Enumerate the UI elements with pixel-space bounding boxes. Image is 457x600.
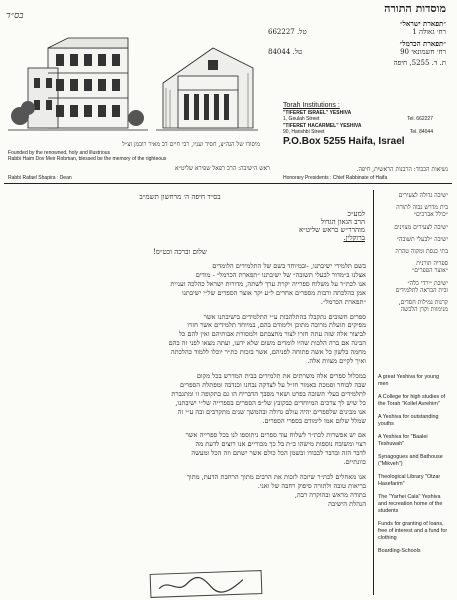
body-line: אנו לכת״ר על משלוח ספרייה יקרת ערך לשתה, מדורות ישראל כהלכה ועניית bbox=[170, 279, 366, 288]
po-box-en: P.O.Box 5255 Haifa, Israel bbox=[283, 136, 405, 147]
inst2-name-he: ״תפארת הכרמל״ bbox=[399, 39, 446, 48]
side-he-item: ״אוצר הספרים״ bbox=[412, 267, 448, 275]
english-sidebar bbox=[378, 374, 450, 555]
recipient-to: למע״כ bbox=[347, 210, 365, 218]
body-line: כוונתיים. bbox=[343, 458, 366, 467]
dean-he: ראש הישיבה: הרב רפאל שפירא שליט״א bbox=[175, 165, 270, 172]
letter-body bbox=[14, 262, 366, 509]
greeting: שלום וברכה וכט״ס! bbox=[153, 248, 207, 256]
side-he-item: בית מדרש גבוה לתורה bbox=[396, 204, 448, 212]
torah-institutions-label: Torah Institutions : bbox=[283, 102, 340, 109]
body-line: מחמה בלשון כל אשה פתוחה לפניהם, אשר בזכות כת״ר יוכלו ללמוד כהלכתה bbox=[170, 348, 366, 357]
side-he-item: קרנות גמילות חסדים, bbox=[398, 299, 448, 307]
side-en-item: A Yeshiva for "Baalei Teshuwah" bbox=[378, 434, 428, 447]
body-line: אם יש אפשרות לכת״ר לשלוח עוד ספרים ניתוספו לנו בכל ספרייה אשר bbox=[185, 431, 366, 440]
inst1-name-en: "TIFERET ISRAEL" YESHIVA bbox=[283, 110, 352, 116]
inst1-street-en: 1, Geulah Street bbox=[283, 116, 320, 122]
body-line: אצלנו ב״מדור לבעלי תשובה״ של ישיבתנו ״תפארת הכרמל״ - מודים bbox=[195, 270, 366, 279]
body-line: לדבר הזה ובדבר לכבודו ובשמן הכל כולם אשר ישתם וזה הכל ומעשה bbox=[191, 449, 366, 458]
side-he-item: ספריה תורנית bbox=[416, 260, 448, 268]
body-line: הנהלת הישיבה bbox=[328, 499, 366, 508]
body-line: אנו מבינים שלספרים יהיה עולם גדולה ובהמשך שנים מתקרבים ובה ע״י זה bbox=[177, 407, 366, 416]
building-illustrations bbox=[8, 28, 258, 140]
inst1-contact-en bbox=[283, 116, 433, 122]
body-line: ספרים חשובים נתקבלו בהתלהבות ע״י התלמידים בישיבתנו אשר bbox=[203, 312, 366, 321]
inst2-tel-he: טל. 84044 bbox=[268, 48, 303, 56]
body-line: אמן כהלכתה ורבות מספרים אחרים ל״ע יקר אוצר הספרים של״י ישיבתנו bbox=[182, 288, 366, 297]
english-header bbox=[283, 102, 453, 148]
hebrew-header bbox=[268, 2, 446, 67]
body-line: כל שיש לך צרכים המיוחדים כבקובץ של״פ הספרים בספרייה של״י ישיבתנו, bbox=[175, 398, 366, 407]
side-en-item: Boarding-Schools bbox=[378, 548, 421, 554]
body-line: בריאות טובה ולתורה סיפוק רחבה של ואני. bbox=[257, 481, 366, 490]
side-en-item: The "Yarhei Cala" Yeshiva and recreation home of the students bbox=[378, 494, 443, 514]
side-en-item: Funds for granting of loans, free of interest and a fund for clothing bbox=[378, 521, 448, 541]
yeshiva-buildings-drawing bbox=[8, 28, 258, 140]
side-en-item: Theological Library "Otzar Hasefarim" bbox=[378, 474, 441, 487]
side-en-item: A College for high studies of the Torah "Kollel Avrehim" bbox=[378, 394, 446, 407]
corner-mark bbox=[6, 3, 32, 21]
side-he-item: בתי כנסת ומקוה טהרה bbox=[395, 248, 448, 256]
body-line: במכלול ספרים אלה משרתים את תלמידים בבית המדרש בכל מקום bbox=[196, 371, 366, 380]
founder-he: מיסודו של הגה״צ, חסיד ועניו, רבי חיים דב מאיר רובמן זצ״ל bbox=[122, 141, 260, 148]
stamp-scribble bbox=[151, 571, 262, 597]
founder-en-2: Rabbi Haim Dov Meir Robman, blessed be the memory of the righteous bbox=[8, 156, 167, 162]
inst2-tel-en: Tel. 84044 bbox=[409, 129, 433, 135]
recipient-name: מוהרר״ש בראש שליט״א bbox=[298, 226, 365, 234]
body-line: לתלמידים בעלי תשובה בפרט ושאר מסבך הדבריח הו גם בתקופה זו ומתגברת bbox=[171, 389, 366, 398]
side-en-item: Synagogues and Bathouse ("Mikveh") bbox=[378, 454, 443, 467]
dateline: בס״ד חיפה ה׳ מרחשון תשמ״ב bbox=[139, 193, 221, 201]
body-line: שמלל שלום אמו לימודם בספרי הספרים. bbox=[262, 416, 366, 425]
side-he-item: ישיבה ״לבעלי תשובה״ bbox=[396, 235, 448, 243]
inst1-addr-he: רח׳ גאולה 1 bbox=[412, 28, 446, 36]
recipient-city: ברוקלין. bbox=[343, 234, 365, 242]
side-en-item: A great Yeshiva for young men bbox=[378, 374, 440, 387]
body-line: רצוי ומשובח נוספות מישהו כ״ת בל כך מכוריים אנו רוצים לדעת מה bbox=[195, 440, 366, 449]
side-he-item: ״כולל אברכים״ bbox=[413, 211, 448, 219]
body-line: אנו מאחלים לכת״ר שיזכה לזכות את הרבים מתוך הרחבת הדעת, מתוך bbox=[186, 473, 366, 482]
recipient-block bbox=[120, 210, 365, 242]
side-he-item: ישיבה לצעירים מצוינים bbox=[394, 223, 448, 231]
recipient-title: הרב הגאון הגדול bbox=[320, 218, 365, 226]
side-en-item: A Yeshiva for outstanding youths bbox=[378, 414, 439, 427]
side-he-item: ישיבה גדולה לצעירים bbox=[398, 192, 448, 199]
founder-en-1: Founded by the renowned, holy and illustrious bbox=[8, 150, 111, 156]
inst2-contact-en bbox=[283, 129, 433, 135]
inst2-street-en: 90, Harishbi Street bbox=[283, 129, 325, 135]
po-box-he: ת. ד. 5255, חיפה bbox=[393, 59, 446, 67]
inst1-tel-en: Tel. 662227 bbox=[407, 116, 433, 122]
corner-mark-text: בס״ד bbox=[6, 11, 24, 21]
body-line: ואיך לקיים מצוות אלה. bbox=[307, 357, 366, 366]
dean-en: Rabbi Rafael Shapira : Dean bbox=[8, 175, 72, 181]
inst2-name-en: "TIFERET HACARMEL" YESHIVA bbox=[283, 123, 362, 129]
header-divider bbox=[4, 183, 452, 184]
inst2-contact-he bbox=[268, 48, 446, 56]
inst1-contact-he bbox=[268, 28, 446, 36]
body-line: מפיקים תועלת מרובה מתוכן ולימודם בהם, במיוחד תלמידים אשר חזרו bbox=[187, 321, 366, 330]
inst2-addr-he: רח׳ חשמונאי 90 bbox=[400, 48, 446, 56]
side-he-item: מנימוות וקרן הלבשה bbox=[400, 306, 448, 314]
body-line: בשם תלמידי ישיבתנו, -ובמיוחד בשם של התלמידים הלומדים bbox=[212, 262, 366, 270]
body-line: ״תפארת הכרמל״. bbox=[320, 297, 366, 306]
honorary-he: נשיאות הכבוד: הרבנות הראשית, חיפה. bbox=[356, 166, 448, 173]
inst1-tel-he: טל. 662227 bbox=[268, 28, 307, 36]
body-line: הבינה אם ברה הלכות שהיו לומדים משום שלא ידעו, ועתה מצאו לפני זה בהם bbox=[168, 339, 366, 348]
inst1-name-he: ״תפארת ישראל״ bbox=[399, 19, 446, 28]
hebrew-sidebar bbox=[376, 192, 448, 313]
body-line: שבה לבוחר וסמכת כאמור חז״ל על לצדקה נבחנו וכנדבה ומפתלת הספרים bbox=[180, 380, 366, 389]
signature-stamp bbox=[150, 570, 263, 598]
sidebar-divider bbox=[373, 190, 374, 595]
honorary-en: Honorary Presidents : Chief Rabbinate of Haifa bbox=[283, 175, 388, 181]
body-line: בתודה מראש ובהוקרה רבה, bbox=[294, 490, 366, 499]
body-line: לביצור אלה שזה עתה חזרו לצור מחצבתם ולמסורת אבותיהם ואין להם כל bbox=[178, 330, 366, 339]
side-he-item: ישיבת ״ירדי כלה״ bbox=[407, 279, 448, 287]
side-he-item: ובית הבראה לתלמידים bbox=[395, 286, 448, 294]
org-name-he: מוסדות התורה bbox=[384, 2, 446, 15]
